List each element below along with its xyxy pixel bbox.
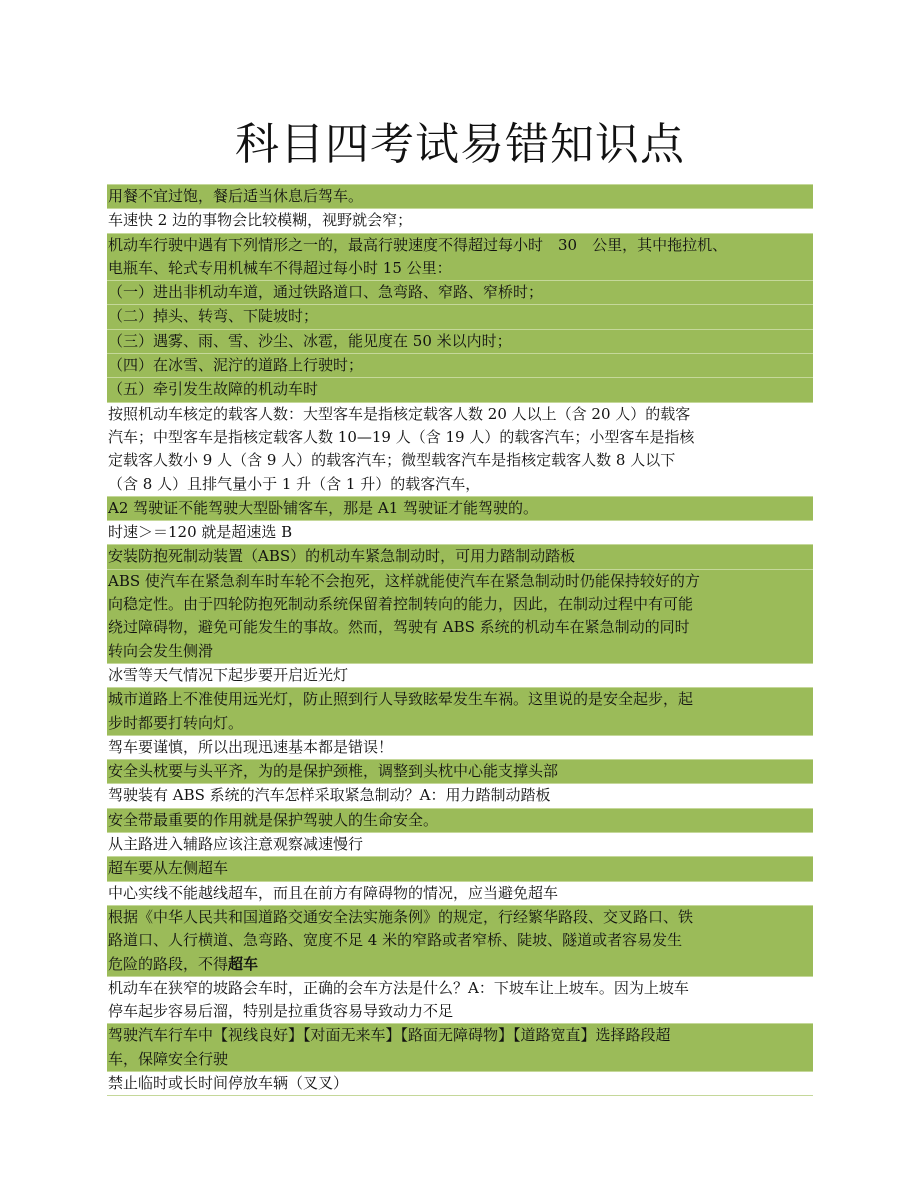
knowledge-row xyxy=(107,1023,813,1072)
row-text-emphasis: 超车 xyxy=(228,954,259,973)
row-text-line: 停车起步容易后溜，特别是拉重货容易导致动力不足 xyxy=(108,1002,454,1021)
knowledge-row xyxy=(107,280,813,305)
row-text-line: 定载客人数小 9 人（含 9 人）的载客汽车；微型载客汽车是指核定载客人数 8 人以下 xyxy=(108,451,676,470)
knowledge-row xyxy=(107,184,813,209)
knowledge-row xyxy=(107,496,813,521)
row-text-line: 车，保障安全行驶 xyxy=(108,1049,229,1068)
knowledge-row xyxy=(107,304,813,329)
row-text-line: 时速＞＝120 就是超速选 B xyxy=(108,523,293,542)
knowledge-list xyxy=(107,185,813,1096)
knowledge-row xyxy=(107,663,813,688)
knowledge-row xyxy=(107,208,813,233)
row-text-line: （五）牵引发生故障的机动车时 xyxy=(108,380,319,399)
row-text-line: （四）在冰雪、泥泞的道路上行驶时； xyxy=(108,356,364,375)
knowledge-row xyxy=(107,735,813,760)
page-title: 科目四考试易错知识点 xyxy=(235,119,685,170)
knowledge-row xyxy=(107,687,813,736)
knowledge-row xyxy=(107,905,813,977)
row-text-line: 向稳定性。由于四轮防抱死制动系统保留着控制转向的能力，因此，在制动过程中有可能 xyxy=(108,595,694,614)
knowledge-row xyxy=(107,233,813,282)
row-text-line xyxy=(108,953,813,976)
row-text-line: 驾驶汽车行车中【视线良好】【对面无来车】【路面无障碍物】【道路宽直】选择路段超 xyxy=(108,1026,671,1045)
row-text-line: 绕过障碍物，避免可能发生的事故。然而，驾驶有 ABS 系统的机动车在紧急制动的同时 xyxy=(108,618,690,637)
row-text-line: 冰雪等天气情况下起步要开启近光灯 xyxy=(108,665,349,684)
knowledge-row xyxy=(107,832,813,857)
knowledge-row xyxy=(107,856,813,881)
knowledge-row xyxy=(107,329,813,354)
knowledge-row xyxy=(107,808,813,833)
row-text-line: 车速快 2 边的事物会比较模糊，视野就会窄； xyxy=(108,211,413,230)
knowledge-row xyxy=(107,353,813,378)
row-text-line: （含 8 人）且排气量小于 1 升（含 1 升）的载客汽车， xyxy=(108,474,481,493)
row-text-line: 机动车在狭窄的坡路会车时，正确的会车方法是什么？A：下坡车让上坡车。因为上坡车 xyxy=(108,978,689,997)
row-text-prefix: 危险的路段，不得 xyxy=(108,954,229,973)
row-text-line: （一）进出非机动车道，通过铁路道口、急弯路、窄路、窄桥时； xyxy=(108,283,544,302)
knowledge-row xyxy=(107,402,813,497)
knowledge-row xyxy=(107,544,813,569)
row-text-line: 机动车行驶中遇有下列情形之一的，最高行驶速度不得超过每小时 30 公里，其中拖拉机、 xyxy=(108,235,728,254)
knowledge-row xyxy=(107,1071,813,1096)
row-text-line: A2 驾驶证不能驾驶大型卧铺客车，那是 A1 驾驶证才能驾驶的。 xyxy=(108,498,539,517)
row-text-line: 驾车要谨慎，所以出现迅速基本都是错误！ xyxy=(108,737,394,756)
row-text-line: 中心实线不能越线超车，而且在前方有障碍物的情况，应当避免超车 xyxy=(108,883,559,902)
knowledge-row xyxy=(107,569,813,664)
row-text-line: 从主路进入辅路应该注意观察减速慢行 xyxy=(108,835,364,854)
row-text-line: 驾驶装有 ABS 系统的汽车怎样采取紧急制动？A：用力踏制动踏板 xyxy=(108,786,551,805)
row-text-line: 安全头枕要与头平齐，为的是保护颈椎，调整到头枕中心能支撑头部 xyxy=(108,762,559,781)
knowledge-row xyxy=(107,520,813,545)
row-text-line: 汽车；中型客车是指核定载客人数 10—19 人（含 19 人）的载客汽车；小型客车是指核 xyxy=(108,427,695,446)
knowledge-row xyxy=(107,976,813,1025)
row-text-line: 电瓶车、轮式专用机械车不得超过每小时 15 公里： xyxy=(108,258,452,277)
row-text-line: 转向会发生侧滑 xyxy=(108,641,214,660)
row-text-line: 安全带最重要的作用就是保护驾驶人的生命安全。 xyxy=(108,810,439,829)
row-text-line: 按照机动车核定的载客人数：大型客车是指核定载客人数 20 人以上（含 20 人）的载客 xyxy=(108,404,691,423)
row-text-line: ABS 使汽车在紧急刹车时车轮不会抱死，这样就能使汽车在紧急制动时仍能保持较好的方 xyxy=(108,571,700,590)
knowledge-row xyxy=(107,759,813,784)
row-text-line: 路道口、人行横道、急弯路、宽度不足 4 米的窄路或者窄桥、陡坡、隧道或者容易发生 xyxy=(108,931,683,950)
row-text-line: （三）遇雾、雨、雪、沙尘、冰雹，能见度在 50 米以内时； xyxy=(108,331,512,350)
row-text-line: 根据《中华人民共和国道路交通安全法实施条例》的规定，行经繁华路段、交叉路口、铁 xyxy=(108,907,694,926)
row-text-line: 步时都要打转向灯。 xyxy=(108,713,244,732)
row-text-line: 用餐不宜过饱，餐后适当休息后驾车。 xyxy=(108,187,364,205)
knowledge-row xyxy=(107,881,813,906)
row-text-line: （二）掉头、转弯、下陡坡时； xyxy=(108,307,319,326)
row-text-line: 安装防抱死制动装置（ABS）的机动车紧急制动时，可用力踏制动踏板 xyxy=(108,547,576,566)
knowledge-row xyxy=(107,377,813,402)
knowledge-row xyxy=(107,783,813,808)
row-text-line: 禁止临时或长时间停放车辆（叉叉） xyxy=(108,1073,349,1092)
row-text-line: 超车要从左侧超车 xyxy=(108,859,229,878)
row-text-line: 城市道路上不准使用远光灯，防止照到行人导致眩晕发生车祸。这里说的是安全起步，起 xyxy=(108,690,694,709)
